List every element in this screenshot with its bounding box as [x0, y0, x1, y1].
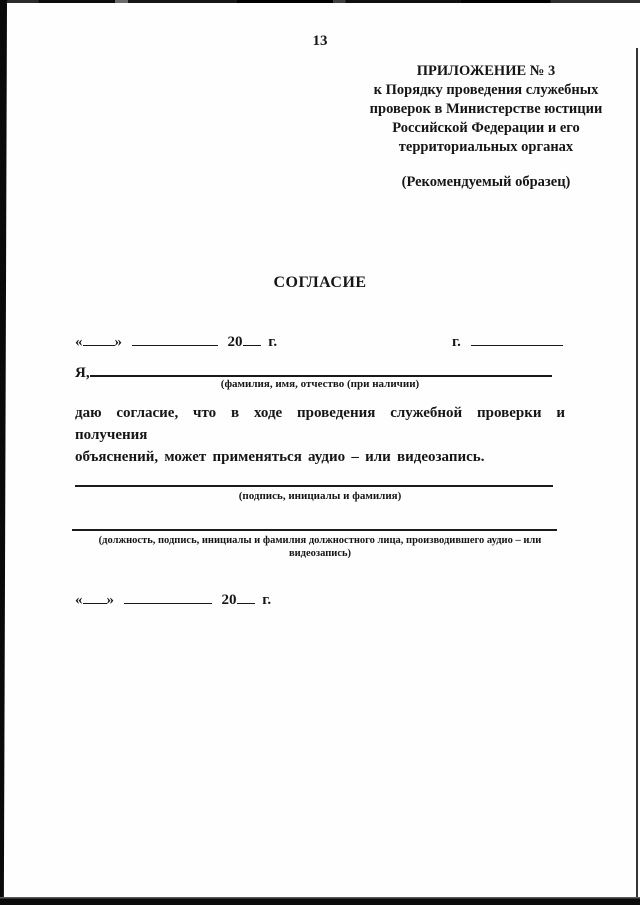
- official-signature-caption: (должность, подпись, инициалы и фамилия должностного лица, производившего аудио – или видеозапись): [98, 535, 542, 559]
- name-blank: [90, 360, 552, 377]
- city-blank: [471, 330, 563, 346]
- consent-paragraph-line: объяснений, может применяться аудио – или видеозапись.: [75, 449, 485, 465]
- name-caption: (фамилия, имя, отчество (при наличии): [220, 378, 420, 390]
- appendix-header-line: проверок в Министерстве юстиции: [369, 101, 603, 117]
- scan-artifact-bottom-bar: [0, 897, 640, 905]
- appendix-header: [356, 62, 616, 192]
- city-line: [452, 330, 563, 351]
- scan-artifact-right-line: [636, 48, 638, 897]
- year-prefix: 20: [221, 592, 237, 608]
- city-label: г.: [452, 334, 461, 350]
- close-quote: »: [114, 334, 122, 350]
- date-line-top: [75, 330, 277, 351]
- name-prefix: Я,: [75, 365, 90, 381]
- date-line-bottom: [75, 588, 271, 609]
- page-number: 13: [312, 33, 328, 49]
- appendix-header-line: ПРИЛОЖЕНИЕ № 3: [416, 63, 556, 79]
- day-blank: [83, 588, 107, 604]
- consent-paragraph: [75, 402, 565, 468]
- close-quote: »: [106, 592, 114, 608]
- month-blank: [132, 330, 218, 346]
- year-suffix: г.: [268, 334, 278, 350]
- scan-artifact-top-line: [0, 0, 640, 3]
- document-title: СОГЛАСИЕ: [273, 274, 367, 291]
- year-prefix: 20: [227, 334, 243, 350]
- recommended-sample-note: (Рекомендуемый образец): [401, 174, 571, 190]
- appendix-header-line: территориальных органах: [398, 139, 574, 155]
- year-blank: [243, 330, 261, 346]
- signature-caption: (подпись, инициалы и фамилия): [238, 490, 402, 502]
- consent-paragraph-line: даю согласие, что в ходе проведения служебной проверки и получения: [75, 405, 565, 443]
- appendix-header-line: к Порядку проведения служебных: [373, 82, 599, 98]
- appendix-header-line: Российской Федерации и его: [392, 120, 580, 136]
- day-blank: [83, 330, 115, 346]
- official-signature-rule: [72, 529, 557, 531]
- year-suffix: г.: [262, 592, 272, 608]
- scan-artifact-left-bar: [0, 0, 7, 905]
- signature-rule: [75, 485, 553, 487]
- month-blank: [124, 588, 212, 604]
- open-quote: «: [75, 334, 83, 350]
- year-blank: [237, 588, 255, 604]
- open-quote: «: [75, 592, 83, 608]
